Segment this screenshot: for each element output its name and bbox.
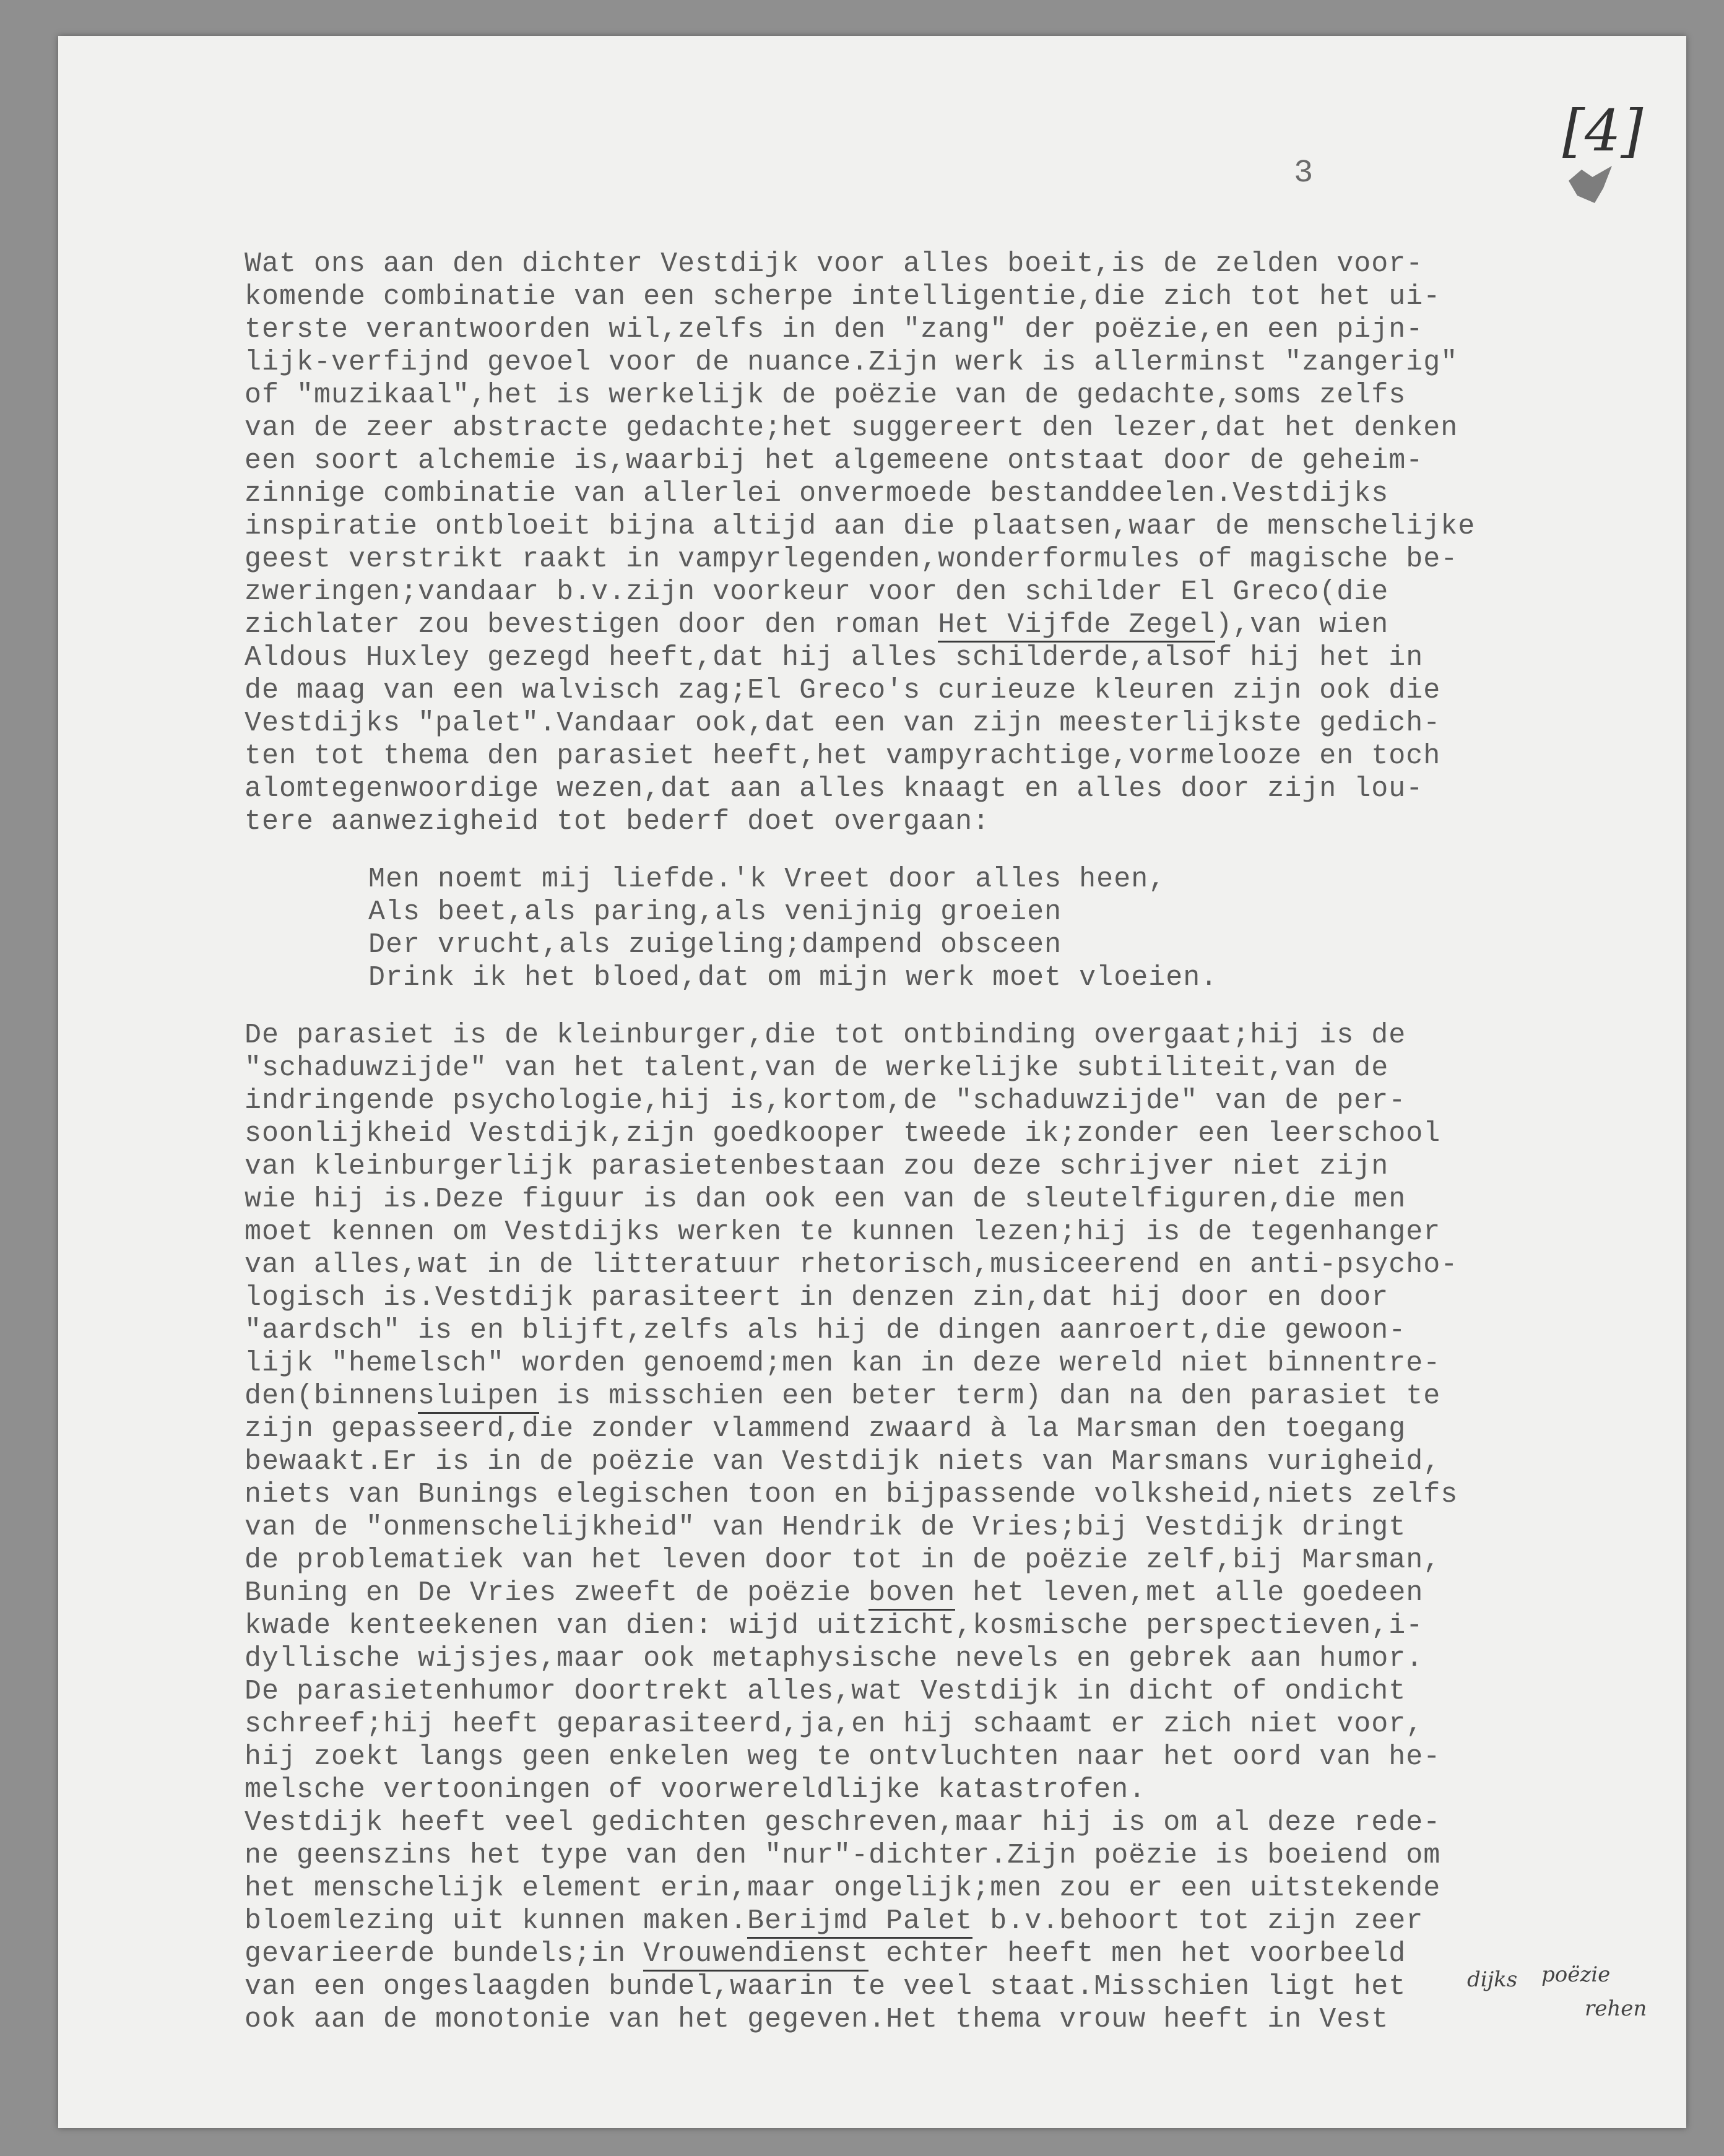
text-segment: is misschien een beter term) dan na den parasiet te — [539, 1380, 1441, 1412]
text-line: de problematiek van het leven door tot in de poëzie zelf,bij Marsman, — [245, 1544, 1441, 1576]
text-line: een soort alchemie is,waarbij het algemeene ontstaat door de geheim- — [245, 445, 1424, 477]
text-line — [245, 1577, 1606, 1609]
underlined-title-berijmd-palet: Berijmd Palet — [747, 1905, 972, 1939]
text-line: bewaakt.Er is in de poëzie van Vestdijk niets van Marsmans vurigheid, — [245, 1446, 1441, 1478]
poem-line: Als beet,als paring,als venijnig groeien — [368, 896, 1062, 928]
text-line: ne geenszins het type van den "nur"-dichter.Zijn poëzie is boeiend om — [245, 1840, 1441, 1871]
handwritten-note-word: rehen — [1585, 1996, 1647, 2021]
text-line: lijk-verfijnd gevoel voor de nuance.Zijn werk is allerminst "zangerig" — [245, 347, 1458, 378]
text-line: De parasiet is de kleinburger,die tot ontbinding overgaat;hij is de — [245, 1020, 1406, 1051]
text-segment: ),van wien — [1215, 609, 1389, 641]
text-segment: echter heeft men het voorbeeld — [868, 1938, 1406, 1970]
text-line: Aldous Huxley gezegd heeft,dat hij alles schilderde,alsof hij het in — [245, 642, 1424, 673]
text-line: Vestdijks "palet".Vandaar ook,dat een van zijn meesterlijkste gedich- — [245, 708, 1441, 739]
text-line: of "muzikaal",het is werkelijk de poëzie van de gedachte,soms zelfs — [245, 379, 1406, 411]
text-line: van kleinburgerlijk parasietenbestaan zou deze schrijver niet zijn — [245, 1151, 1389, 1182]
handwritten-note-word: dijks — [1467, 1967, 1518, 1992]
text-segment: het leven,met alle goedeen — [955, 1577, 1424, 1609]
text-line: de maag van een walvisch zag;El Greco's curieuze kleuren zijn ook die — [245, 675, 1441, 706]
text-line: dyllische wijsjes,maar ook metaphysische nevels en gebrek aan humor. — [245, 1643, 1424, 1674]
text-line: van de zeer abstracte gedachte;het suggereert den lezer,dat het denken — [245, 412, 1458, 444]
text-line: "schaduwzijde" van het talent,van de werkelijke subtiliteit,van de — [245, 1052, 1389, 1084]
text-segment: Buning en De Vries zweeft de poëzie — [245, 1577, 869, 1609]
text-line: van alles,wat in de litteratuur rhetorisch,musiceerend en anti-psycho- — [245, 1249, 1458, 1281]
text-line: hij zoekt langs geen enkelen weg te ontvluchten naar het oord van he- — [245, 1741, 1441, 1773]
text-line: alomtegenwoordige wezen,dat aan alles knaagt en alles door zijn lou- — [245, 773, 1424, 805]
text-line: Wat ons aan den dichter Vestdijk voor alles boeit,is de zelden voor- — [245, 248, 1424, 280]
quoted-poem — [245, 863, 1606, 994]
typescript-text — [245, 248, 1606, 2036]
spacer — [245, 994, 1606, 1019]
text-line: logisch is.Vestdijk parasiteert in denzen zin,dat hij door en door — [245, 1282, 1389, 1314]
text-line: zijn gepasseerd,die zonder vlammend zwaard à la Marsman den toegang — [245, 1413, 1406, 1445]
archive-page-mark: [4] — [1562, 98, 1644, 164]
page-number: 3 — [1294, 155, 1314, 191]
text-line: het menschelijk element erin,maar ongelijk;men zou er een uitstekende — [245, 1872, 1441, 1904]
underlined-word-boven: boven — [868, 1577, 955, 1611]
text-line: inspiratie ontbloeit bijna altijd aan die plaatsen,waar de menschelijke — [245, 511, 1476, 542]
text-line: geest verstrikt raakt in vampyrlegenden,wonderformules of magische be- — [245, 543, 1458, 575]
text-line: kwade kenteekenen van dien: wijd uitzicht,kosmische perspectieven,i- — [245, 1610, 1424, 1642]
spacer — [245, 838, 1606, 863]
underlined-word-sluipen: sluipen — [418, 1380, 539, 1414]
text-segment: zichlater zou bevestigen door den roman — [245, 609, 938, 641]
poem-line: Men noemt mij liefde.'k Vreet door alles heen, — [368, 864, 1166, 895]
underlined-title-vrouwendienst: Vrouwendienst — [643, 1938, 868, 1972]
text-segment: den(binnen — [245, 1380, 418, 1412]
text-line: De parasietenhumor doortrekt alles,wat Vestdijk in dicht of ondicht — [245, 1676, 1406, 1707]
text-segment: bloemlezing uit kunnen maken. — [245, 1905, 748, 1937]
text-line — [245, 1937, 1606, 1970]
text-line: moet kennen om Vestdijks werken te kunnen lezen;hij is de tegenhanger — [245, 1216, 1441, 1248]
text-line: ook aan de monotonie van het gegeven.Het thema vrouw heeft in Vest — [245, 2004, 1389, 2035]
text-line: lijk "hemelsch" worden genoemd;men kan in deze wereld niet binnentre- — [245, 1348, 1441, 1379]
text-line — [245, 1905, 1606, 1937]
text-line: zinnige combinatie van allerlei onvermoede bestanddeelen.Vestdijks — [245, 478, 1389, 509]
poem-line: Drink ik het bloed,dat om mijn werk moet vloeien. — [368, 962, 1218, 994]
text-line: ten tot thema den parasiet heeft,het vampyrachtige,vormelooze en toch — [245, 740, 1441, 772]
text-line: soonlijkheid Vestdijk,zijn goedkooper tweede ik;zonder een leerschool — [245, 1118, 1441, 1149]
text-line: schreef;hij heeft geparasiteerd,ja,en hij schaamt er zich niet voor, — [245, 1708, 1424, 1740]
text-line: "aardsch" is en blijft,zelfs als hij de dingen aanroert,die gewoon- — [245, 1315, 1406, 1346]
text-line: van de "onmenschelijkheid" van Hendrik de Vries;bij Vestdijk dringt — [245, 1512, 1406, 1543]
text-line — [245, 608, 1606, 641]
text-line: Vestdijk heeft veel gedichten geschreven,maar hij is om al deze rede- — [245, 1807, 1441, 1838]
text-line: wie hij is.Deze figuur is dan ook een van de sleutelfiguren,die men — [245, 1184, 1406, 1215]
text-segment: b.v.behoort tot zijn zeer — [972, 1905, 1424, 1937]
text-line: melsche vertooningen of voorwereldlijke katastrofen. — [245, 1774, 1146, 1806]
text-line: niets van Bunings elegischen toon en bijpassende volksheid,niets zelfs — [245, 1479, 1458, 1510]
text-line: tere aanwezigheid tot bederf doet overgaan: — [245, 806, 990, 838]
poem-line: Der vrucht,als zuigeling;dampend obsceen — [368, 929, 1062, 961]
text-segment: gevarieerde bundels;in — [245, 1938, 644, 1970]
text-line: indringende psychologie,hij is,kortom,de "schaduwzijde" van de per- — [245, 1085, 1406, 1117]
underlined-title-het-vijfde-zegel: Het Vijfde Zegel — [938, 609, 1215, 643]
text-line — [245, 1380, 1606, 1413]
paragraph-parasiet — [245, 1019, 1606, 2036]
text-line: van een ongeslaagden bundel,waarin te veel staat.Misschien ligt het — [245, 1971, 1406, 2002]
torn-corner-mark — [1569, 166, 1612, 203]
handwritten-note-word: poëzie — [1541, 1962, 1611, 1987]
text-line: zweringen;vandaar b.v.zijn voorkeur voor den schilder El Greco(die — [245, 576, 1389, 608]
text-line: komende combinatie van een scherpe intelligentie,die zich tot het ui- — [245, 281, 1441, 313]
paragraph-vestdijk-intro — [245, 248, 1606, 838]
text-line: terste verantwoorden wil,zelfs in den "zang" der poëzie,en een pijn- — [245, 314, 1424, 345]
